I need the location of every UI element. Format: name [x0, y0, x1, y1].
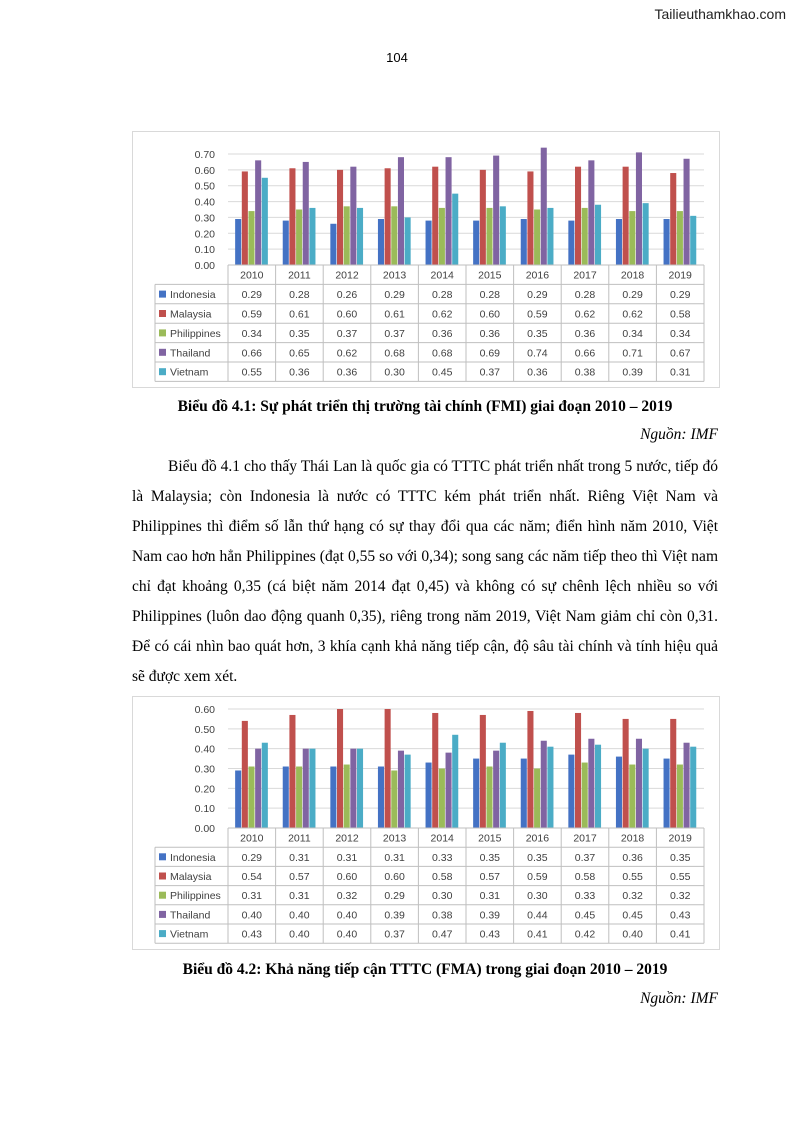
- legend-label: Philippines: [170, 890, 221, 903]
- data-label: 0.35: [289, 327, 310, 340]
- data-label: 0.36: [431, 327, 453, 340]
- watermark: Tailieuthamkhao.com: [654, 6, 786, 22]
- bar-vietnam: [405, 217, 411, 265]
- legend-label: Thailand: [170, 347, 211, 360]
- x-tick-label: 2010: [240, 269, 264, 282]
- data-label: 0.40: [289, 909, 310, 922]
- data-label: 0.29: [241, 289, 263, 302]
- data-label: 0.57: [479, 871, 501, 883]
- data-label: 0.62: [574, 308, 596, 321]
- bar-thailand: [255, 160, 261, 265]
- bar-thailand: [303, 162, 309, 265]
- data-label: 0.54: [241, 871, 263, 883]
- bar-philippines: [629, 211, 635, 265]
- legend-label: Thailand: [170, 909, 211, 922]
- data-label: 0.60: [384, 871, 405, 883]
- data-label: 0.34: [241, 327, 263, 340]
- data-label: 0.40: [336, 928, 358, 941]
- x-tick-label: 2016: [525, 832, 550, 845]
- bar-malaysia: [337, 709, 343, 828]
- bar-philippines: [439, 769, 445, 829]
- legend-swatch: [159, 873, 166, 880]
- data-label: 0.62: [336, 347, 358, 360]
- data-label: 0.32: [622, 890, 643, 903]
- data-label: 0.66: [574, 347, 596, 360]
- bar-vietnam: [309, 749, 315, 828]
- y-tick-label: 0.60: [194, 704, 215, 716]
- bar-indonesia: [664, 219, 670, 265]
- data-label: 0.34: [622, 327, 643, 340]
- y-tick-label: 0.70: [194, 149, 215, 161]
- y-tick-label: 0.40: [194, 196, 215, 209]
- y-tick-label: 0.50: [194, 723, 215, 736]
- data-label: 0.33: [431, 851, 453, 864]
- legend-label: Malaysia: [170, 308, 212, 321]
- data-label: 0.42: [574, 928, 596, 941]
- bar-vietnam: [690, 747, 696, 828]
- data-label: 0.35: [527, 851, 548, 864]
- data-label: 0.60: [479, 308, 501, 321]
- data-label: 0.66: [241, 347, 263, 360]
- bar-malaysia: [480, 715, 486, 828]
- legend-swatch: [159, 911, 166, 918]
- bar-philippines: [296, 767, 302, 828]
- bar-malaysia: [623, 719, 629, 828]
- bar-philippines: [344, 765, 350, 828]
- chart-fma-source: Nguồn: IMF: [640, 990, 718, 1007]
- bar-thailand: [255, 749, 261, 828]
- bar-malaysia: [527, 711, 533, 828]
- bar-malaysia: [432, 167, 438, 265]
- bar-indonesia: [473, 221, 479, 265]
- legend-label: Philippines: [170, 327, 221, 340]
- x-tick-label: 2017: [573, 269, 597, 282]
- legend-swatch: [159, 310, 166, 317]
- bar-thailand: [493, 156, 499, 265]
- y-tick-label: 0.00: [194, 260, 215, 272]
- bar-vietnam: [309, 208, 315, 265]
- bar-vietnam: [643, 203, 649, 265]
- bar-indonesia: [426, 763, 432, 828]
- x-tick-label: 2019: [668, 832, 692, 845]
- x-tick-label: 2011: [288, 832, 311, 845]
- x-tick-label: 2019: [668, 269, 692, 282]
- data-label: 0.35: [479, 851, 501, 864]
- bar-thailand: [446, 753, 452, 828]
- bar-indonesia: [473, 759, 479, 828]
- bar-indonesia: [235, 219, 241, 265]
- chart-fmi-source: Nguồn: IMF: [640, 426, 718, 443]
- page-number: 104: [386, 50, 408, 65]
- legend-label: Indonesia: [170, 289, 216, 302]
- bar-malaysia: [385, 709, 391, 828]
- bar-thailand: [541, 148, 547, 265]
- data-label: 0.59: [527, 871, 548, 883]
- data-label: 0.43: [669, 909, 691, 922]
- data-label: 0.65: [289, 347, 310, 360]
- bar-philippines: [439, 208, 445, 265]
- data-label: 0.58: [669, 308, 691, 321]
- data-label: 0.31: [241, 890, 263, 903]
- bar-indonesia: [330, 767, 336, 828]
- bar-thailand: [684, 743, 690, 828]
- bar-malaysia: [623, 167, 629, 265]
- bar-indonesia: [426, 221, 432, 265]
- data-label: 0.55: [622, 871, 643, 883]
- bar-indonesia: [568, 755, 574, 828]
- bar-philippines: [534, 210, 540, 266]
- x-tick-label: 2017: [573, 832, 597, 845]
- y-tick-label: 0.00: [194, 823, 215, 835]
- legend-swatch: [159, 853, 166, 860]
- y-tick-label: 0.30: [194, 763, 215, 776]
- chart-fmi-svg: [133, 132, 719, 387]
- data-label: 0.31: [384, 851, 405, 864]
- bar-malaysia: [575, 713, 581, 828]
- bar-philippines: [296, 210, 302, 266]
- data-label: 0.39: [384, 909, 405, 922]
- data-label: 0.36: [622, 851, 643, 864]
- data-label: 0.37: [384, 327, 405, 340]
- legend-swatch: [159, 349, 166, 356]
- data-label: 0.31: [289, 890, 310, 903]
- bar-philippines: [391, 206, 397, 265]
- bar-philippines: [486, 767, 492, 828]
- chart-fma: [132, 696, 720, 950]
- data-label: 0.43: [479, 928, 501, 941]
- bar-indonesia: [330, 224, 336, 265]
- bar-thailand: [398, 157, 404, 265]
- bar-philippines: [248, 211, 254, 265]
- data-label: 0.36: [289, 366, 310, 379]
- bar-philippines: [344, 206, 350, 265]
- bar-thailand: [588, 739, 594, 828]
- data-label: 0.31: [336, 851, 358, 864]
- data-label: 0.29: [384, 289, 405, 302]
- y-tick-label: 0.10: [194, 244, 215, 257]
- legend-swatch: [159, 329, 166, 336]
- data-label: 0.34: [669, 327, 691, 340]
- x-tick-label: 2010: [240, 832, 264, 845]
- bar-vietnam: [452, 194, 458, 265]
- data-label: 0.45: [431, 366, 453, 379]
- bar-malaysia: [670, 719, 676, 828]
- data-label: 0.41: [527, 928, 548, 941]
- data-label: 0.62: [622, 308, 643, 321]
- legend-label: Malaysia: [170, 871, 212, 883]
- data-label: 0.35: [527, 327, 548, 340]
- legend-label: Indonesia: [170, 851, 216, 864]
- data-label: 0.44: [527, 909, 548, 922]
- bar-vietnam: [262, 743, 268, 828]
- data-label: 0.39: [622, 366, 643, 379]
- bar-thailand: [636, 739, 642, 828]
- data-label: 0.29: [241, 851, 263, 864]
- bar-thailand: [350, 749, 356, 828]
- legend-swatch: [159, 368, 166, 375]
- legend-label: Vietnam: [170, 366, 209, 379]
- bar-indonesia: [521, 219, 527, 265]
- data-label: 0.32: [669, 890, 691, 903]
- data-label: 0.58: [431, 871, 453, 883]
- bar-vietnam: [547, 208, 553, 265]
- bar-vietnam: [357, 749, 363, 828]
- bar-indonesia: [568, 221, 574, 265]
- data-label: 0.45: [622, 909, 643, 922]
- bar-philippines: [629, 765, 635, 828]
- bar-thailand: [398, 751, 404, 828]
- bar-philippines: [677, 211, 683, 265]
- x-tick-label: 2018: [620, 832, 645, 845]
- legend-label: Vietnam: [170, 928, 209, 941]
- x-tick-label: 2018: [620, 269, 645, 282]
- bar-malaysia: [527, 171, 533, 265]
- bar-thailand: [636, 152, 642, 265]
- bar-vietnam: [452, 735, 458, 828]
- bar-vietnam: [405, 755, 411, 828]
- data-label: 0.40: [241, 909, 263, 922]
- bar-malaysia: [670, 173, 676, 265]
- data-label: 0.29: [384, 890, 405, 903]
- bar-vietnam: [595, 745, 601, 828]
- bar-vietnam: [357, 208, 363, 265]
- data-label: 0.37: [479, 366, 501, 379]
- data-label: 0.59: [527, 308, 548, 321]
- data-label: 0.59: [241, 308, 263, 321]
- bar-indonesia: [283, 767, 289, 828]
- data-label: 0.43: [241, 928, 263, 941]
- bar-thailand: [684, 159, 690, 265]
- legend-swatch: [159, 930, 166, 937]
- bar-indonesia: [283, 221, 289, 265]
- bar-thailand: [303, 749, 309, 828]
- x-tick-label: 2016: [525, 269, 550, 282]
- data-label: 0.40: [336, 909, 358, 922]
- x-tick-label: 2015: [478, 269, 502, 282]
- bar-vietnam: [500, 206, 506, 265]
- data-label: 0.28: [431, 289, 453, 302]
- bar-thailand: [446, 157, 452, 265]
- data-label: 0.26: [336, 289, 358, 302]
- data-label: 0.30: [527, 890, 548, 903]
- data-label: 0.37: [384, 928, 405, 941]
- x-tick-label: 2011: [288, 269, 311, 282]
- x-tick-label: 2012: [335, 269, 359, 282]
- data-label: 0.38: [574, 366, 596, 379]
- x-tick-label: 2015: [478, 832, 502, 845]
- data-label: 0.55: [669, 871, 691, 883]
- bar-philippines: [248, 767, 254, 828]
- data-label: 0.41: [669, 928, 691, 941]
- data-label: 0.28: [289, 289, 310, 302]
- bar-vietnam: [500, 743, 506, 828]
- data-label: 0.55: [241, 366, 263, 379]
- data-label: 0.57: [289, 871, 310, 883]
- y-tick-label: 0.50: [194, 180, 215, 193]
- bar-indonesia: [616, 757, 622, 828]
- bar-philippines: [582, 763, 588, 828]
- data-label: 0.40: [289, 928, 310, 941]
- data-label: 0.69: [479, 347, 501, 360]
- data-label: 0.36: [527, 366, 548, 379]
- y-tick-label: 0.20: [194, 228, 215, 241]
- data-label: 0.29: [669, 289, 691, 302]
- bar-malaysia: [289, 715, 295, 828]
- x-tick-label: 2012: [335, 832, 359, 845]
- data-label: 0.28: [479, 289, 501, 302]
- data-label: 0.62: [431, 308, 453, 321]
- data-label: 0.68: [384, 347, 405, 360]
- bar-vietnam: [690, 216, 696, 265]
- bar-malaysia: [385, 168, 391, 265]
- bar-thailand: [541, 741, 547, 828]
- data-label: 0.31: [669, 366, 691, 379]
- data-label: 0.33: [574, 890, 596, 903]
- y-tick-label: 0.40: [194, 743, 215, 756]
- body-paragraph: Biểu đồ 4.1 cho thấy Thái Lan là quốc gia có TTTC phát triển nhất trong 5 nước, tiếp đó là Malaysia; còn Indonesia là nước có TTTC kém phát triển nhất. Riêng Việt Nam và Philippines thì điểm số lẫn thứ hạng có sự thay đổi qua các năm; điển hình năm 2010, Việt Nam cao hơn hẳn Philippines (đạt 0,55 so với 0,34); song sang các năm tiếp theo thì Việt nam chỉ đạt khoảng 0,35 (cá biệt năm 2014 đạt 0,45) và không có sự chênh lệch nhiều so với Philippines (luôn dao động quanh 0,35), riêng trong năm 2019, Việt Nam giảm chỉ còn 0,31. Để có cái nhìn bao quát hơn, 3 khía cạnh khả năng tiếp cận, độ sâu tài chính và tính hiệu quả sẽ được xem xét.: [132, 458, 718, 685]
- data-label: 0.37: [574, 851, 596, 864]
- x-tick-label: 2013: [382, 269, 407, 282]
- chart-fmi: [132, 131, 720, 388]
- bar-indonesia: [378, 767, 384, 828]
- bar-malaysia: [337, 170, 343, 265]
- bar-philippines: [534, 769, 540, 829]
- bar-philippines: [486, 208, 492, 265]
- data-label: 0.61: [289, 308, 310, 321]
- bar-vietnam: [643, 749, 649, 828]
- bar-malaysia: [432, 713, 438, 828]
- chart-fma-caption: Biểu đồ 4.2: Khả năng tiếp cận TTTC (FMA) trong giai đoạn 2010 – 2019: [182, 961, 668, 978]
- bar-philippines: [391, 770, 397, 828]
- data-label: 0.36: [574, 327, 596, 340]
- x-tick-label: 2014: [430, 269, 454, 282]
- legend-swatch: [159, 291, 166, 298]
- data-label: 0.31: [479, 890, 501, 903]
- y-tick-label: 0.60: [194, 164, 215, 177]
- bar-indonesia: [521, 759, 527, 828]
- data-label: 0.47: [431, 928, 453, 941]
- data-label: 0.36: [479, 327, 501, 340]
- legend-swatch: [159, 892, 166, 899]
- chart-fmi-caption: Biểu đồ 4.1: Sự phát triển thị trường tài chính (FMI) giai đoạn 2010 – 2019: [177, 398, 673, 415]
- data-label: 0.68: [431, 347, 453, 360]
- bar-thailand: [493, 751, 499, 828]
- bar-indonesia: [235, 770, 241, 828]
- bar-malaysia: [480, 170, 486, 265]
- data-label: 0.45: [574, 909, 596, 922]
- bar-indonesia: [616, 219, 622, 265]
- data-label: 0.29: [527, 289, 548, 302]
- bar-philippines: [582, 208, 588, 265]
- y-tick-label: 0.30: [194, 212, 215, 225]
- data-label: 0.31: [289, 851, 310, 864]
- data-label: 0.38: [431, 909, 453, 922]
- data-label: 0.71: [622, 347, 643, 360]
- data-label: 0.30: [431, 890, 453, 903]
- data-label: 0.37: [336, 327, 358, 340]
- data-label: 0.74: [527, 347, 548, 360]
- y-tick-label: 0.10: [194, 803, 215, 816]
- data-label: 0.39: [479, 909, 501, 922]
- bar-vietnam: [262, 178, 268, 265]
- bar-thailand: [350, 167, 356, 265]
- bar-indonesia: [664, 759, 670, 828]
- data-label: 0.61: [384, 308, 405, 321]
- data-label: 0.58: [574, 871, 596, 883]
- bar-thailand: [588, 160, 594, 265]
- chart-fma-svg: [133, 697, 719, 949]
- bar-malaysia: [289, 168, 295, 265]
- data-label: 0.40: [622, 928, 643, 941]
- data-label: 0.67: [669, 347, 691, 360]
- bar-philippines: [677, 765, 683, 828]
- bar-vietnam: [547, 747, 553, 828]
- data-label: 0.28: [574, 289, 596, 302]
- data-label: 0.32: [336, 890, 358, 903]
- data-label: 0.30: [384, 366, 405, 379]
- bar-malaysia: [575, 167, 581, 265]
- bar-vietnam: [595, 205, 601, 265]
- data-label: 0.60: [336, 308, 358, 321]
- data-label: 0.36: [336, 366, 358, 379]
- data-label: 0.60: [336, 871, 358, 883]
- data-label: 0.29: [622, 289, 643, 302]
- data-label: 0.35: [669, 851, 691, 864]
- bar-malaysia: [242, 171, 248, 265]
- y-tick-label: 0.20: [194, 783, 215, 796]
- x-tick-label: 2014: [430, 832, 454, 845]
- bar-indonesia: [378, 219, 384, 265]
- bar-malaysia: [242, 721, 248, 828]
- x-tick-label: 2013: [382, 832, 407, 845]
